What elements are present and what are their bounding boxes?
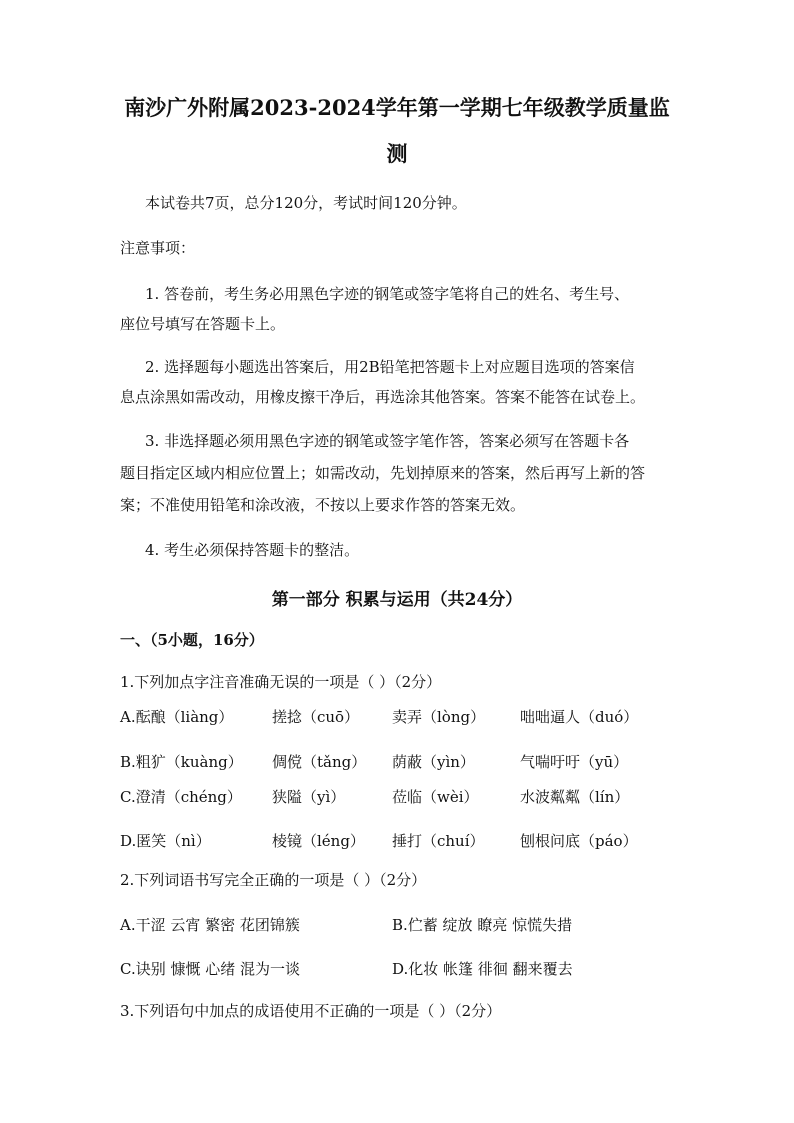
question-2-stem: 2.下列词语书写完全正确的一项是（ ）（2分）	[120, 871, 427, 889]
notice-1-line-1: 1. 答卷前，考生务必用黑色字迹的钢笔或签字笔将自己的姓名、考生号、	[145, 285, 630, 303]
notice-2-line-1: 2. 选择题每小题选出答案后，用2B铅笔把答题卡上对应题目选项的答案信	[145, 358, 635, 376]
q2-option-c: C.诀别 慷慨 心绪 混为一谈	[120, 960, 301, 978]
q1-option-a-word-4: 咄咄逼人（duó）	[520, 708, 639, 726]
notice-3-line-2: 题目指定区域内相应位置上；如需改动，先划掉原来的答案，然后再写上新的答	[120, 464, 646, 482]
q1-option-b-word-3: 荫蔽（yìn）	[392, 753, 475, 771]
exam-intro: 本试卷共7页，总分120分，考试时间120分钟。	[145, 194, 467, 212]
q1-option-d-word-1: D.匿笑（nì）	[120, 832, 211, 850]
notice-heading: 注意事项：	[120, 239, 196, 257]
q2-option-d: D.化妆 帐篷 徘徊 翻来覆去	[392, 960, 573, 978]
section-heading: 一、（5小题，16分）	[120, 631, 264, 649]
question-3-stem: 3.下列语句中加点的成语使用不正确的一项是（ ）（2分）	[120, 1002, 502, 1020]
q1-option-a-word-1: A.酝酿（liàng）	[120, 708, 234, 726]
q1-option-b-word-2: 倜傥（tǎng）	[272, 753, 367, 771]
q1-option-b-word-4: 气喘吁吁（yū）	[520, 753, 629, 771]
notice-4-line-1: 4. 考生必须保持答题卡的整洁。	[145, 541, 360, 559]
notice-3-line-1: 3. 非选择题必须用黑色字迹的钢笔或签字笔作答，答案必须写在答题卡各	[145, 432, 630, 450]
q1-option-b-word-1: B.粗犷（kuàng）	[120, 753, 243, 771]
part-title: 第一部分 积累与运用（共24分）	[271, 590, 523, 610]
notice-2-line-2: 息点涂黑如需改动，用橡皮擦干净后，再选涂其他答案。答案不能答在试卷上。	[120, 388, 646, 406]
q1-option-d-word-4: 刨根问底（páo）	[520, 832, 638, 850]
q1-option-c-word-4: 水波粼粼（lín）	[520, 788, 630, 806]
page-title-continued: 测	[386, 141, 408, 166]
q1-option-a-word-3: 卖弄（lòng）	[392, 708, 486, 726]
q1-option-c-word-2: 狭隘（yì）	[272, 788, 346, 806]
q1-option-d-word-3: 捶打（chuí）	[392, 832, 485, 850]
q1-option-d-word-2: 棱镜（léng）	[272, 832, 365, 850]
question-1-stem: 1.下列加点字注音准确无误的一项是（ ）（2分）	[120, 673, 442, 691]
page-title: 南沙广外附属2023-2024学年第一学期七年级教学质量监	[124, 95, 670, 120]
q1-option-a-word-2: 搓捻（cuō）	[272, 708, 360, 726]
q1-option-c-word-1: C.澄清（chéng）	[120, 788, 242, 806]
q2-option-a: A.干涩 云宵 繁密 花团锦簇	[120, 916, 300, 934]
notice-1-line-2: 座位号填写在答题卡上。	[120, 315, 286, 333]
notice-3-line-3: 案；不准使用铅笔和涂改液，不按以上要求作答的答案无效。	[120, 496, 526, 514]
q1-option-c-word-3: 莅临（wèi）	[392, 788, 479, 806]
q2-option-b: B.伫蓄 绽放 瞭亮 惊慌失措	[392, 916, 573, 934]
